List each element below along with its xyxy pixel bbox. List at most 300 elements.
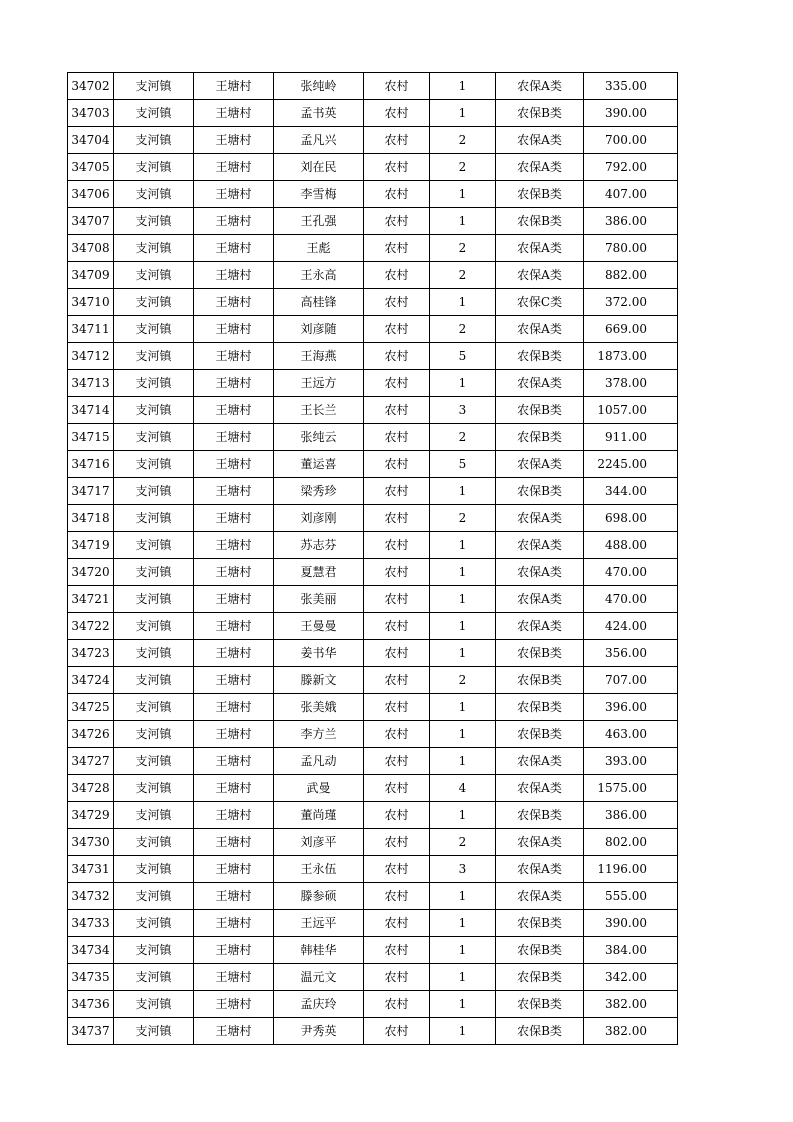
insurance-class-cell: 农保B类 xyxy=(496,964,584,991)
area-type-cell: 农村 xyxy=(364,640,430,667)
name-cell: 张美娥 xyxy=(274,694,364,721)
town-cell: 支河镇 xyxy=(114,451,194,478)
table-row xyxy=(68,910,678,937)
record-id-cell: 34724 xyxy=(68,667,114,694)
household-count-cell: 2 xyxy=(430,235,496,262)
amount-cell: 555.00 xyxy=(584,883,678,910)
record-id-cell: 34737 xyxy=(68,1018,114,1045)
record-id-cell: 34706 xyxy=(68,181,114,208)
household-count-cell: 1 xyxy=(430,559,496,586)
amount-cell: 1196.00 xyxy=(584,856,678,883)
record-id-cell: 34709 xyxy=(68,262,114,289)
village-cell: 王塘村 xyxy=(194,100,274,127)
name-cell: 王海燕 xyxy=(274,343,364,370)
town-cell: 支河镇 xyxy=(114,343,194,370)
household-count-cell: 5 xyxy=(430,343,496,370)
name-cell: 武曼 xyxy=(274,775,364,802)
record-id-cell: 34702 xyxy=(68,73,114,100)
table-row xyxy=(68,721,678,748)
insurance-class-cell: 农保B类 xyxy=(496,694,584,721)
record-id-cell: 34728 xyxy=(68,775,114,802)
town-cell: 支河镇 xyxy=(114,964,194,991)
town-cell: 支河镇 xyxy=(114,478,194,505)
area-type-cell: 农村 xyxy=(364,694,430,721)
town-cell: 支河镇 xyxy=(114,640,194,667)
household-count-cell: 1 xyxy=(430,478,496,505)
table-row xyxy=(68,667,678,694)
insurance-class-cell: 农保A类 xyxy=(496,370,584,397)
amount-cell: 488.00 xyxy=(584,532,678,559)
insurance-class-cell: 农保B类 xyxy=(496,424,584,451)
amount-cell: 470.00 xyxy=(584,559,678,586)
town-cell: 支河镇 xyxy=(114,802,194,829)
table-row xyxy=(68,397,678,424)
area-type-cell: 农村 xyxy=(364,235,430,262)
table-row xyxy=(68,586,678,613)
table-row xyxy=(68,640,678,667)
village-cell: 王塘村 xyxy=(194,478,274,505)
name-cell: 王长兰 xyxy=(274,397,364,424)
amount-cell: 2245.00 xyxy=(584,451,678,478)
insurance-class-cell: 农保A类 xyxy=(496,127,584,154)
record-id-cell: 34722 xyxy=(68,613,114,640)
insurance-class-cell: 农保B类 xyxy=(496,343,584,370)
area-type-cell: 农村 xyxy=(364,1018,430,1045)
town-cell: 支河镇 xyxy=(114,856,194,883)
table-row xyxy=(68,208,678,235)
table-row xyxy=(68,424,678,451)
area-type-cell: 农村 xyxy=(364,775,430,802)
area-type-cell: 农村 xyxy=(364,505,430,532)
name-cell: 滕新文 xyxy=(274,667,364,694)
table-row xyxy=(68,478,678,505)
household-count-cell: 1 xyxy=(430,73,496,100)
town-cell: 支河镇 xyxy=(114,208,194,235)
area-type-cell: 农村 xyxy=(364,397,430,424)
household-count-cell: 1 xyxy=(430,532,496,559)
insurance-class-cell: 农保B类 xyxy=(496,181,584,208)
insurance-class-cell: 农保B类 xyxy=(496,397,584,424)
household-count-cell: 1 xyxy=(430,748,496,775)
village-cell: 王塘村 xyxy=(194,262,274,289)
household-count-cell: 1 xyxy=(430,640,496,667)
area-type-cell: 农村 xyxy=(364,559,430,586)
amount-cell: 882.00 xyxy=(584,262,678,289)
town-cell: 支河镇 xyxy=(114,235,194,262)
household-count-cell: 1 xyxy=(430,586,496,613)
insurance-class-cell: 农保B类 xyxy=(496,478,584,505)
amount-cell: 372.00 xyxy=(584,289,678,316)
village-cell: 王塘村 xyxy=(194,424,274,451)
amount-cell: 1057.00 xyxy=(584,397,678,424)
village-cell: 王塘村 xyxy=(194,1018,274,1045)
name-cell: 刘在民 xyxy=(274,154,364,181)
area-type-cell: 农村 xyxy=(364,370,430,397)
record-id-cell: 34736 xyxy=(68,991,114,1018)
name-cell: 孟书英 xyxy=(274,100,364,127)
table-row xyxy=(68,100,678,127)
record-id-cell: 34733 xyxy=(68,910,114,937)
town-cell: 支河镇 xyxy=(114,127,194,154)
town-cell: 支河镇 xyxy=(114,559,194,586)
town-cell: 支河镇 xyxy=(114,154,194,181)
village-cell: 王塘村 xyxy=(194,964,274,991)
area-type-cell: 农村 xyxy=(364,586,430,613)
amount-cell: 802.00 xyxy=(584,829,678,856)
table-row xyxy=(68,262,678,289)
amount-cell: 463.00 xyxy=(584,721,678,748)
name-cell: 温元文 xyxy=(274,964,364,991)
name-cell: 孟凡动 xyxy=(274,748,364,775)
record-id-cell: 34734 xyxy=(68,937,114,964)
table-row xyxy=(68,775,678,802)
name-cell: 滕参硕 xyxy=(274,883,364,910)
name-cell: 高桂锋 xyxy=(274,289,364,316)
record-id-cell: 34715 xyxy=(68,424,114,451)
village-cell: 王塘村 xyxy=(194,910,274,937)
household-count-cell: 1 xyxy=(430,937,496,964)
amount-cell: 707.00 xyxy=(584,667,678,694)
name-cell: 尹秀英 xyxy=(274,1018,364,1045)
record-id-cell: 34712 xyxy=(68,343,114,370)
amount-cell: 342.00 xyxy=(584,964,678,991)
amount-cell: 1575.00 xyxy=(584,775,678,802)
data-table xyxy=(67,72,678,1045)
insurance-class-cell: 农保A类 xyxy=(496,316,584,343)
village-cell: 王塘村 xyxy=(194,559,274,586)
insurance-class-cell: 农保A类 xyxy=(496,829,584,856)
insurance-class-cell: 农保A类 xyxy=(496,883,584,910)
insurance-class-cell: 农保A类 xyxy=(496,154,584,181)
table-row xyxy=(68,343,678,370)
amount-cell: 382.00 xyxy=(584,1018,678,1045)
town-cell: 支河镇 xyxy=(114,829,194,856)
household-count-cell: 2 xyxy=(430,316,496,343)
record-id-cell: 34710 xyxy=(68,289,114,316)
town-cell: 支河镇 xyxy=(114,1018,194,1045)
record-id-cell: 34703 xyxy=(68,100,114,127)
name-cell: 刘彦平 xyxy=(274,829,364,856)
name-cell: 张美丽 xyxy=(274,586,364,613)
record-id-cell: 34730 xyxy=(68,829,114,856)
insurance-class-cell: 农保A类 xyxy=(496,613,584,640)
area-type-cell: 农村 xyxy=(364,208,430,235)
village-cell: 王塘村 xyxy=(194,856,274,883)
town-cell: 支河镇 xyxy=(114,397,194,424)
household-count-cell: 2 xyxy=(430,829,496,856)
table-row xyxy=(68,883,678,910)
amount-cell: 382.00 xyxy=(584,991,678,1018)
table-row xyxy=(68,694,678,721)
area-type-cell: 农村 xyxy=(364,829,430,856)
amount-cell: 386.00 xyxy=(584,802,678,829)
area-type-cell: 农村 xyxy=(364,883,430,910)
name-cell: 姜书华 xyxy=(274,640,364,667)
insurance-class-cell: 农保B类 xyxy=(496,667,584,694)
village-cell: 王塘村 xyxy=(194,316,274,343)
insurance-class-cell: 农保A类 xyxy=(496,505,584,532)
name-cell: 董尚瑾 xyxy=(274,802,364,829)
area-type-cell: 农村 xyxy=(364,343,430,370)
town-cell: 支河镇 xyxy=(114,775,194,802)
record-id-cell: 34719 xyxy=(68,532,114,559)
insurance-class-cell: 农保A类 xyxy=(496,775,584,802)
village-cell: 王塘村 xyxy=(194,586,274,613)
village-cell: 王塘村 xyxy=(194,802,274,829)
name-cell: 孟凡兴 xyxy=(274,127,364,154)
village-cell: 王塘村 xyxy=(194,127,274,154)
insurance-class-cell: 农保C类 xyxy=(496,289,584,316)
table-row xyxy=(68,748,678,775)
record-id-cell: 34726 xyxy=(68,721,114,748)
area-type-cell: 农村 xyxy=(364,856,430,883)
village-cell: 王塘村 xyxy=(194,397,274,424)
record-id-cell: 34718 xyxy=(68,505,114,532)
amount-cell: 407.00 xyxy=(584,181,678,208)
town-cell: 支河镇 xyxy=(114,532,194,559)
area-type-cell: 农村 xyxy=(364,316,430,343)
village-cell: 王塘村 xyxy=(194,505,274,532)
village-cell: 王塘村 xyxy=(194,937,274,964)
household-count-cell: 5 xyxy=(430,451,496,478)
insurance-class-cell: 农保B类 xyxy=(496,910,584,937)
household-count-cell: 1 xyxy=(430,991,496,1018)
insurance-class-cell: 农保B类 xyxy=(496,640,584,667)
household-count-cell: 2 xyxy=(430,262,496,289)
area-type-cell: 农村 xyxy=(364,748,430,775)
insurance-class-cell: 农保B类 xyxy=(496,208,584,235)
amount-cell: 344.00 xyxy=(584,478,678,505)
household-count-cell: 1 xyxy=(430,181,496,208)
town-cell: 支河镇 xyxy=(114,937,194,964)
town-cell: 支河镇 xyxy=(114,505,194,532)
town-cell: 支河镇 xyxy=(114,262,194,289)
village-cell: 王塘村 xyxy=(194,181,274,208)
town-cell: 支河镇 xyxy=(114,586,194,613)
record-id-cell: 34732 xyxy=(68,883,114,910)
record-id-cell: 34707 xyxy=(68,208,114,235)
amount-cell: 698.00 xyxy=(584,505,678,532)
area-type-cell: 农村 xyxy=(364,100,430,127)
village-cell: 王塘村 xyxy=(194,289,274,316)
amount-cell: 700.00 xyxy=(584,127,678,154)
town-cell: 支河镇 xyxy=(114,910,194,937)
village-cell: 王塘村 xyxy=(194,640,274,667)
table-row xyxy=(68,532,678,559)
household-count-cell: 1 xyxy=(430,289,496,316)
village-cell: 王塘村 xyxy=(194,721,274,748)
area-type-cell: 农村 xyxy=(364,73,430,100)
area-type-cell: 农村 xyxy=(364,613,430,640)
town-cell: 支河镇 xyxy=(114,667,194,694)
record-id-cell: 34720 xyxy=(68,559,114,586)
name-cell: 刘彦随 xyxy=(274,316,364,343)
village-cell: 王塘村 xyxy=(194,748,274,775)
household-count-cell: 1 xyxy=(430,694,496,721)
village-cell: 王塘村 xyxy=(194,883,274,910)
area-type-cell: 农村 xyxy=(364,181,430,208)
insurance-class-cell: 农保B类 xyxy=(496,991,584,1018)
table-row xyxy=(68,991,678,1018)
table-row xyxy=(68,370,678,397)
village-cell: 王塘村 xyxy=(194,613,274,640)
area-type-cell: 农村 xyxy=(364,451,430,478)
area-type-cell: 农村 xyxy=(364,937,430,964)
table-row xyxy=(68,613,678,640)
name-cell: 张纯岭 xyxy=(274,73,364,100)
household-count-cell: 1 xyxy=(430,100,496,127)
table-row xyxy=(68,451,678,478)
amount-cell: 386.00 xyxy=(584,208,678,235)
table-row xyxy=(68,235,678,262)
amount-cell: 378.00 xyxy=(584,370,678,397)
table-row xyxy=(68,505,678,532)
name-cell: 王孔强 xyxy=(274,208,364,235)
table-row xyxy=(68,289,678,316)
town-cell: 支河镇 xyxy=(114,424,194,451)
village-cell: 王塘村 xyxy=(194,991,274,1018)
household-count-cell: 1 xyxy=(430,721,496,748)
household-count-cell: 3 xyxy=(430,856,496,883)
area-type-cell: 农村 xyxy=(364,721,430,748)
area-type-cell: 农村 xyxy=(364,127,430,154)
amount-cell: 356.00 xyxy=(584,640,678,667)
name-cell: 王远方 xyxy=(274,370,364,397)
village-cell: 王塘村 xyxy=(194,370,274,397)
name-cell: 张纯云 xyxy=(274,424,364,451)
record-id-cell: 34735 xyxy=(68,964,114,991)
table-row xyxy=(68,73,678,100)
amount-cell: 911.00 xyxy=(584,424,678,451)
table-body xyxy=(68,73,678,1045)
amount-cell: 335.00 xyxy=(584,73,678,100)
village-cell: 王塘村 xyxy=(194,343,274,370)
amount-cell: 393.00 xyxy=(584,748,678,775)
table-row xyxy=(68,181,678,208)
name-cell: 董运喜 xyxy=(274,451,364,478)
record-id-cell: 34705 xyxy=(68,154,114,181)
record-id-cell: 34711 xyxy=(68,316,114,343)
town-cell: 支河镇 xyxy=(114,100,194,127)
name-cell: 王永高 xyxy=(274,262,364,289)
table-row xyxy=(68,802,678,829)
record-id-cell: 34713 xyxy=(68,370,114,397)
amount-cell: 390.00 xyxy=(584,910,678,937)
insurance-class-cell: 农保A类 xyxy=(496,748,584,775)
record-id-cell: 34716 xyxy=(68,451,114,478)
household-count-cell: 1 xyxy=(430,1018,496,1045)
name-cell: 李雪梅 xyxy=(274,181,364,208)
village-cell: 王塘村 xyxy=(194,694,274,721)
insurance-class-cell: 农保A类 xyxy=(496,586,584,613)
household-count-cell: 1 xyxy=(430,802,496,829)
village-cell: 王塘村 xyxy=(194,154,274,181)
record-id-cell: 34714 xyxy=(68,397,114,424)
record-id-cell: 34727 xyxy=(68,748,114,775)
insurance-class-cell: 农保A类 xyxy=(496,559,584,586)
area-type-cell: 农村 xyxy=(364,667,430,694)
table-row xyxy=(68,856,678,883)
household-count-cell: 1 xyxy=(430,613,496,640)
table-row xyxy=(68,937,678,964)
household-count-cell: 4 xyxy=(430,775,496,802)
area-type-cell: 农村 xyxy=(364,910,430,937)
insurance-class-cell: 农保B类 xyxy=(496,100,584,127)
village-cell: 王塘村 xyxy=(194,208,274,235)
insurance-class-cell: 农保B类 xyxy=(496,721,584,748)
insurance-class-cell: 农保B类 xyxy=(496,937,584,964)
area-type-cell: 农村 xyxy=(364,478,430,505)
table-row xyxy=(68,559,678,586)
area-type-cell: 农村 xyxy=(364,532,430,559)
area-type-cell: 农村 xyxy=(364,991,430,1018)
household-count-cell: 2 xyxy=(430,127,496,154)
household-count-cell: 1 xyxy=(430,910,496,937)
village-cell: 王塘村 xyxy=(194,829,274,856)
amount-cell: 396.00 xyxy=(584,694,678,721)
town-cell: 支河镇 xyxy=(114,316,194,343)
town-cell: 支河镇 xyxy=(114,721,194,748)
insurance-class-cell: 农保A类 xyxy=(496,532,584,559)
name-cell: 王永伍 xyxy=(274,856,364,883)
table-row xyxy=(68,316,678,343)
insurance-class-cell: 农保A类 xyxy=(496,235,584,262)
area-type-cell: 农村 xyxy=(364,964,430,991)
town-cell: 支河镇 xyxy=(114,694,194,721)
insurance-class-cell: 农保A类 xyxy=(496,451,584,478)
village-cell: 王塘村 xyxy=(194,775,274,802)
record-id-cell: 34729 xyxy=(68,802,114,829)
amount-cell: 669.00 xyxy=(584,316,678,343)
town-cell: 支河镇 xyxy=(114,181,194,208)
table-row xyxy=(68,829,678,856)
table-row xyxy=(68,154,678,181)
name-cell: 王远平 xyxy=(274,910,364,937)
record-id-cell: 34704 xyxy=(68,127,114,154)
town-cell: 支河镇 xyxy=(114,748,194,775)
name-cell: 刘彦刚 xyxy=(274,505,364,532)
area-type-cell: 农村 xyxy=(364,424,430,451)
name-cell: 王彪 xyxy=(274,235,364,262)
village-cell: 王塘村 xyxy=(194,235,274,262)
household-count-cell: 1 xyxy=(430,964,496,991)
village-cell: 王塘村 xyxy=(194,73,274,100)
name-cell: 苏志芬 xyxy=(274,532,364,559)
town-cell: 支河镇 xyxy=(114,289,194,316)
table-row xyxy=(68,127,678,154)
insurance-class-cell: 农保B类 xyxy=(496,1018,584,1045)
insurance-class-cell: 农保B类 xyxy=(496,802,584,829)
insurance-class-cell: 农保A类 xyxy=(496,262,584,289)
area-type-cell: 农村 xyxy=(364,289,430,316)
record-id-cell: 34723 xyxy=(68,640,114,667)
name-cell: 夏慧君 xyxy=(274,559,364,586)
insurance-class-cell: 农保A类 xyxy=(496,856,584,883)
table-row xyxy=(68,1018,678,1045)
village-cell: 王塘村 xyxy=(194,532,274,559)
record-id-cell: 34725 xyxy=(68,694,114,721)
name-cell: 王曼曼 xyxy=(274,613,364,640)
amount-cell: 780.00 xyxy=(584,235,678,262)
amount-cell: 470.00 xyxy=(584,586,678,613)
area-type-cell: 农村 xyxy=(364,262,430,289)
record-id-cell: 34721 xyxy=(68,586,114,613)
household-count-cell: 3 xyxy=(430,397,496,424)
amount-cell: 792.00 xyxy=(584,154,678,181)
village-cell: 王塘村 xyxy=(194,667,274,694)
town-cell: 支河镇 xyxy=(114,613,194,640)
town-cell: 支河镇 xyxy=(114,991,194,1018)
